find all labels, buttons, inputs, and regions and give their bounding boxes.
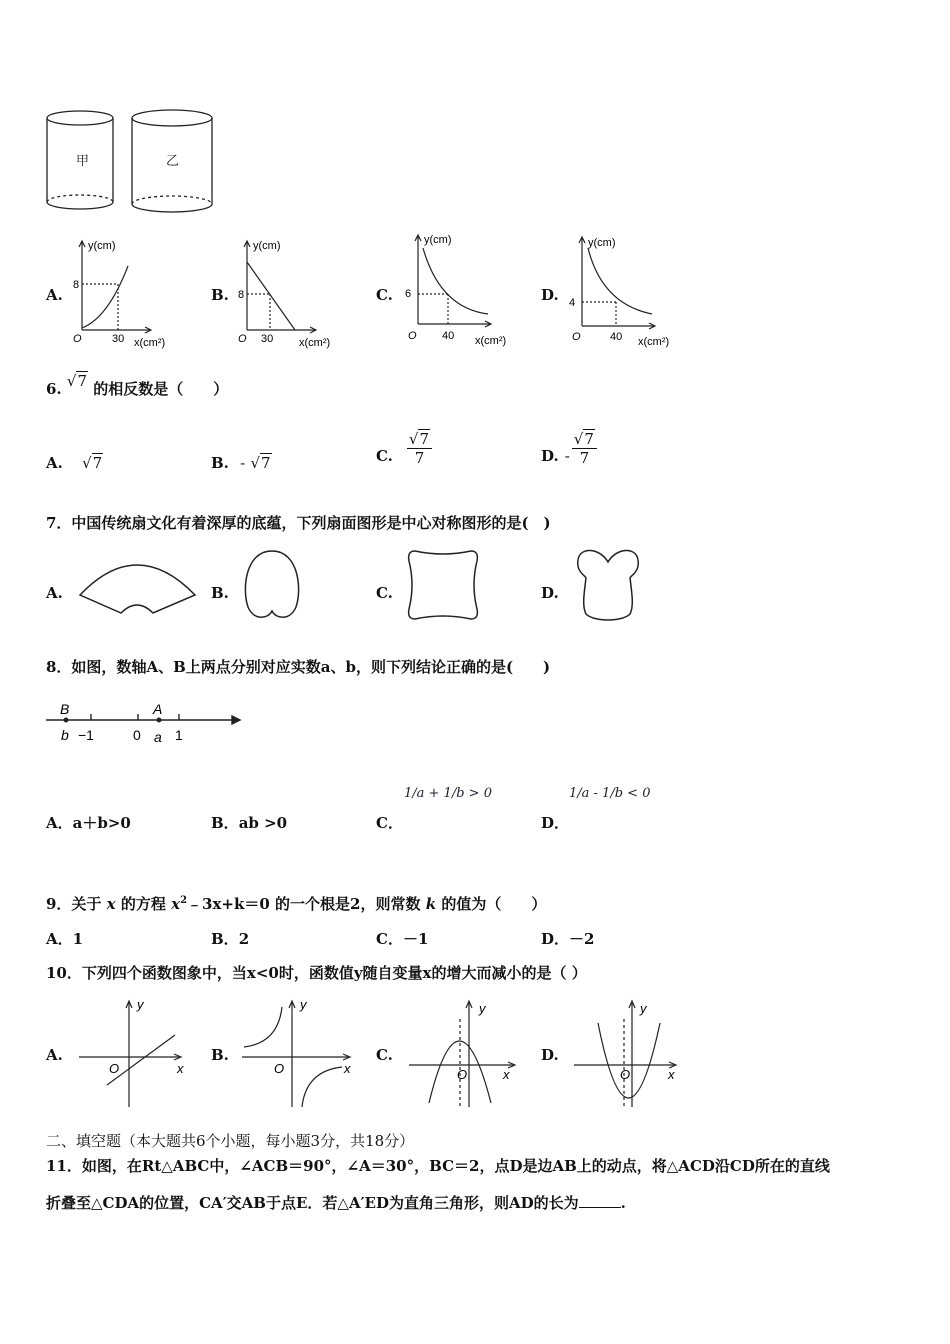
- q5-option-d-label: D.: [541, 286, 559, 304]
- q7-option-d-label: D.: [541, 584, 559, 602]
- q5-a-origin: O: [73, 333, 82, 345]
- q5-option-b-label: B.: [211, 286, 229, 304]
- svg-text:x: x: [177, 1061, 184, 1076]
- q10-option-b-label: B.: [211, 1046, 229, 1064]
- section-2-heading: 二、填空题（本大题共6个小题，每小题3分，共18分）: [46, 1132, 415, 1150]
- q5-d-ytick: 4: [569, 297, 576, 309]
- q5-b-xlabel: x(cm²): [299, 337, 331, 349]
- svg-text:y: y: [137, 997, 144, 1012]
- cylinder-jia-label: 甲: [76, 153, 90, 168]
- q8-option-c-expr: 1/a + 1/b > 0: [404, 786, 492, 801]
- q7-option-b-label: B.: [211, 584, 229, 602]
- svg-text:O: O: [620, 1067, 631, 1082]
- svg-text:x: x: [668, 1067, 675, 1082]
- q5-a-xlabel: x(cm²): [134, 337, 166, 349]
- q8-point-a: A: [153, 701, 163, 717]
- q7-fan-a: [75, 553, 200, 623]
- q5-b-ylabel: y(cm): [253, 240, 281, 252]
- q5-c-xtick: 40: [442, 330, 455, 342]
- q10-question: 10．下列四个函数图象中，当x<0时，函数值y随自变量x的增大而减小的是（ ）: [46, 964, 587, 982]
- q5-c-origin: O: [408, 330, 417, 342]
- q7-fan-d: [572, 544, 644, 626]
- q7-question: 7．中国传统扇文化有着深厚的底蕴，下列扇面图形是中心对称图形的是( ): [46, 514, 551, 532]
- svg-text:y: y: [479, 1001, 486, 1016]
- q8-label-b: b: [61, 727, 69, 743]
- q5-a-ytick: 8: [73, 279, 80, 291]
- q5-d-xtick: 40: [610, 331, 623, 343]
- q5-b-ytick: 8: [238, 289, 245, 301]
- q5-c-ylabel: y(cm): [424, 234, 452, 246]
- q8-option-b: B．ab >0: [211, 814, 288, 832]
- q8-number-line: [40, 698, 250, 748]
- q8-label-zero: 0: [133, 727, 141, 743]
- q6-option-d: D. - $\frac{√7}{7}$: [541, 430, 597, 467]
- q5-c-xlabel: x(cm²): [475, 335, 507, 347]
- q8-point-b: B: [60, 701, 70, 717]
- svg-text:x: x: [503, 1067, 510, 1082]
- cylinders-figure: [40, 100, 230, 225]
- q7-fan-c: [403, 545, 483, 625]
- q8-label-one: 1: [175, 727, 183, 743]
- q5-d-xlabel: x(cm²): [638, 336, 670, 348]
- q6-text: 的相反数是（ ）: [93, 380, 229, 398]
- q10-option-d-label: D.: [541, 1046, 559, 1064]
- cylinder-yi-label: 乙: [166, 153, 180, 168]
- svg-text:y: y: [640, 1001, 647, 1016]
- q6-sqrt: √7: [66, 372, 88, 390]
- q10-graph-b: [238, 995, 358, 1115]
- q5-a-xtick: 30: [112, 333, 125, 345]
- svg-text:O: O: [109, 1061, 120, 1076]
- q11-line2: 折叠至△CDA的位置，CA′交AB于点E．若△A′ED为直角三角形，则AD的长为 .: [46, 1194, 626, 1212]
- q8-label-a: a: [154, 729, 162, 745]
- q8-option-c-label: C．: [376, 814, 403, 832]
- q9-question: 9．关于 x 的方程 $x^2﹣3x+k=0$ 的一个根是2，则常数 k 的值为（ ）: [46, 895, 547, 913]
- q6-option-b: B. - √7: [211, 454, 271, 472]
- q6-option-c: C. $\frac{√7}{7}$: [376, 430, 432, 467]
- q8-option-a: A．a＋b>0: [46, 814, 131, 832]
- q10-option-a-label: A.: [46, 1046, 63, 1064]
- q6-question: [46, 372, 229, 399]
- q8-label-neg1: −1: [78, 727, 94, 743]
- q5-option-c-label: C.: [376, 286, 393, 304]
- q10-graph-d: [570, 995, 690, 1115]
- q5-option-a-label: A.: [46, 286, 63, 304]
- q9-option-c: C．－1: [376, 930, 429, 948]
- q8-option-d-expr: 1/a - 1/b < 0: [569, 786, 651, 801]
- q5-d-origin: O: [572, 331, 581, 343]
- q8-question: 8．如图，数轴A、B上两点分别对应实数a、b，则下列结论正确的是( ): [46, 658, 551, 676]
- q5-graph-d: [566, 232, 686, 350]
- q6-option-a: A. √7: [46, 454, 103, 472]
- q11-answer-blank[interactable]: [579, 1195, 621, 1208]
- q6-number: 6.: [46, 380, 62, 398]
- q5-graph-b: [235, 236, 350, 351]
- q5-graph-a: [70, 236, 185, 351]
- q5-c-ytick: 6: [405, 288, 412, 300]
- svg-text:y: y: [300, 997, 307, 1012]
- q5-a-ylabel: y(cm): [88, 240, 116, 252]
- svg-text:O: O: [274, 1061, 285, 1076]
- q9-option-b: B．2: [211, 930, 250, 948]
- svg-text:O: O: [457, 1067, 468, 1082]
- q10-graph-c: [405, 995, 525, 1115]
- q5-graph-c: [400, 230, 525, 350]
- svg-text:x: x: [344, 1061, 351, 1076]
- q10-option-c-label: C.: [376, 1046, 393, 1064]
- q7-fan-b: [240, 545, 305, 625]
- q9-option-d: D．－2: [541, 930, 595, 948]
- q5-d-ylabel: y(cm): [588, 237, 616, 249]
- q5-b-xtick: 30: [261, 333, 274, 345]
- q7-option-c-label: C.: [376, 584, 393, 602]
- q8-option-d-label: D．: [541, 814, 570, 832]
- q9-option-a: A．1: [46, 930, 84, 948]
- q5-b-origin: O: [238, 333, 247, 345]
- q7-option-a-label: A.: [46, 584, 63, 602]
- q10-graph-a: [75, 995, 195, 1115]
- q11-line1: 11．如图，在Rt△ABC中，∠ACB＝90°，∠A＝30°，BC＝2，点D是边AB上的动点，将△ACD沿CD所在的直线: [46, 1157, 830, 1175]
